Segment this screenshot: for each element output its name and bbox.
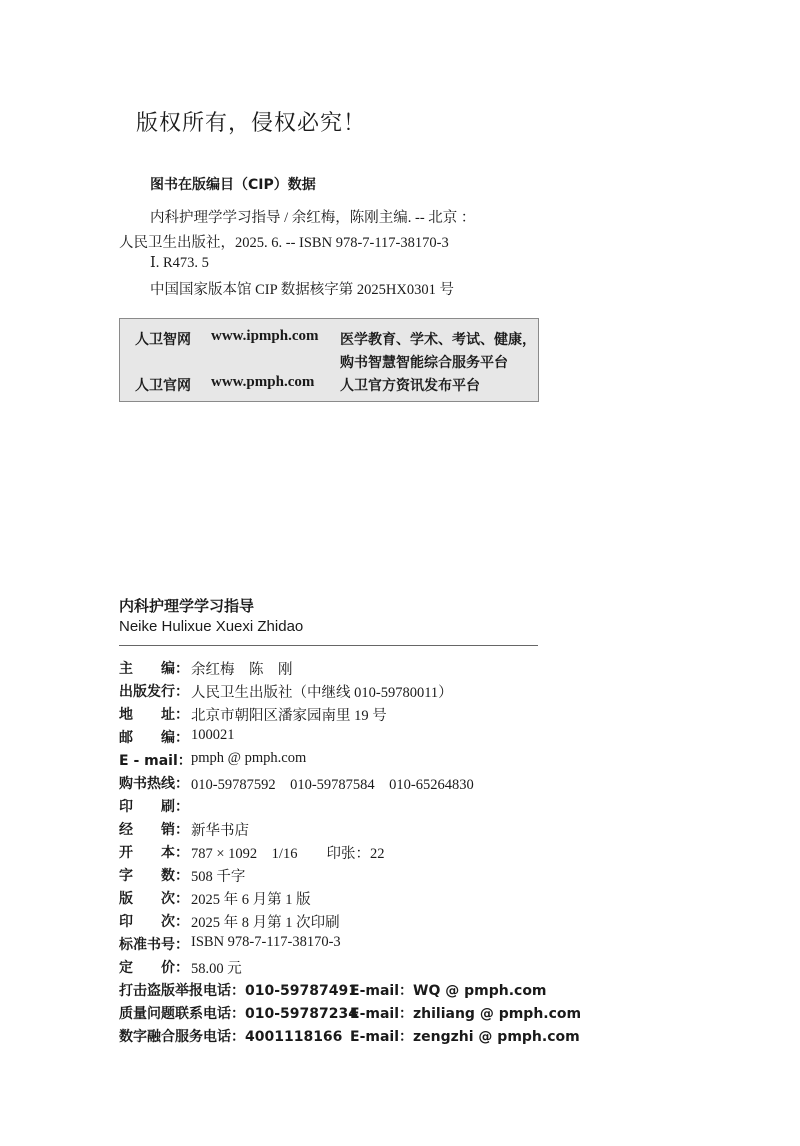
contact-row-quality: [119, 1003, 582, 1023]
info-value: 2025 年 6 月第 1 版: [191, 892, 311, 908]
book-pinyin-title: Neike Hulixue Xuexi Zhidao: [119, 618, 304, 635]
info-label: 购书热线：: [119, 776, 189, 792]
info-value: 2025 年 8 月第 1 次印刷: [191, 915, 340, 931]
contact-phone: 质量问题联系电话：010-59787234: [119, 1006, 358, 1022]
info-value: ISBN 978-7-117-38170-3: [191, 934, 341, 950]
info-value: 余红梅 陈 刚: [191, 662, 293, 678]
platform-description: 购书智慧智能综合服务平台: [340, 355, 508, 371]
cip-line: 人民卫生出版社，2025. 6. -- ISBN 978-7-117-38170-3: [119, 235, 449, 251]
platform-name: 人卫智网: [135, 332, 191, 348]
info-value: 北京市朝阳区潘家园南里 19 号: [191, 708, 387, 724]
platform-description: 人卫官方资讯发布平台: [340, 378, 480, 394]
info-label: 字 数：: [119, 868, 189, 884]
contact-email[interactable]: E-mail：WQ @ pmph.com: [350, 983, 547, 999]
contact-email[interactable]: E-mail：zengzhi @ pmph.com: [350, 1029, 580, 1045]
contact-phone: 打击盗版举报电话：010-59787491: [119, 983, 358, 999]
cip-line: Ⅰ. R473. 5: [150, 255, 209, 271]
contact-row-piracy: [119, 980, 547, 1000]
info-label: 出版发行：: [119, 684, 189, 700]
contact-phone: 数字融合服务电话：4001118166: [119, 1029, 343, 1045]
divider: [119, 645, 538, 646]
info-label: 邮 编：: [119, 730, 189, 746]
info-value: 787 × 1092 1/16 印张：22: [191, 846, 385, 862]
cip-line: 内科护理学学习指导 / 余红梅，陈刚主编. -- 北京 ：: [150, 210, 476, 226]
info-label: 标准书号：: [119, 937, 189, 953]
info-label: E - mail：: [119, 753, 192, 769]
info-value: 010-59787592 010-59787584 010-65264830: [191, 777, 474, 793]
platform-url[interactable]: www.ipmph.com: [211, 328, 319, 344]
publisher-info-box: [119, 318, 539, 402]
info-value: 58.00 元: [191, 961, 242, 977]
info-label: 开 本：: [119, 845, 189, 861]
info-value: 人民卫生出版社（中继线 010-59780011）: [191, 685, 453, 701]
cip-heading: 图书在版编目（CIP）数据: [150, 177, 316, 193]
contact-email[interactable]: E-mail：zhiliang @ pmph.com: [350, 1006, 582, 1022]
info-label: 版 次：: [119, 891, 189, 907]
info-label: 地 址：: [119, 707, 189, 723]
info-label: 经 销：: [119, 822, 189, 838]
info-value: 508 千字: [191, 869, 246, 885]
info-value[interactable]: pmph @ pmph.com: [191, 750, 307, 766]
platform-url[interactable]: www.pmph.com: [211, 374, 315, 390]
info-value: 新华书店: [191, 823, 249, 839]
platform-name: 人卫官网: [135, 378, 191, 394]
book-title: 内科护理学学习指导: [119, 597, 255, 615]
info-label: 印 刷：: [119, 799, 189, 815]
info-label: 定 价：: [119, 960, 189, 976]
contact-row-digital: [119, 1026, 580, 1046]
info-value: 100021: [191, 727, 235, 743]
info-label: 主 编：: [119, 661, 189, 677]
copyright-notice: 版权所有，侵权必究！: [136, 111, 367, 136]
platform-description: 医学教育、学术、考试、健康，: [340, 332, 536, 348]
cip-line: 中国国家版本馆 CIP 数据核字第 2025HX0301 号: [150, 282, 454, 298]
info-label: 印 次：: [119, 914, 189, 930]
